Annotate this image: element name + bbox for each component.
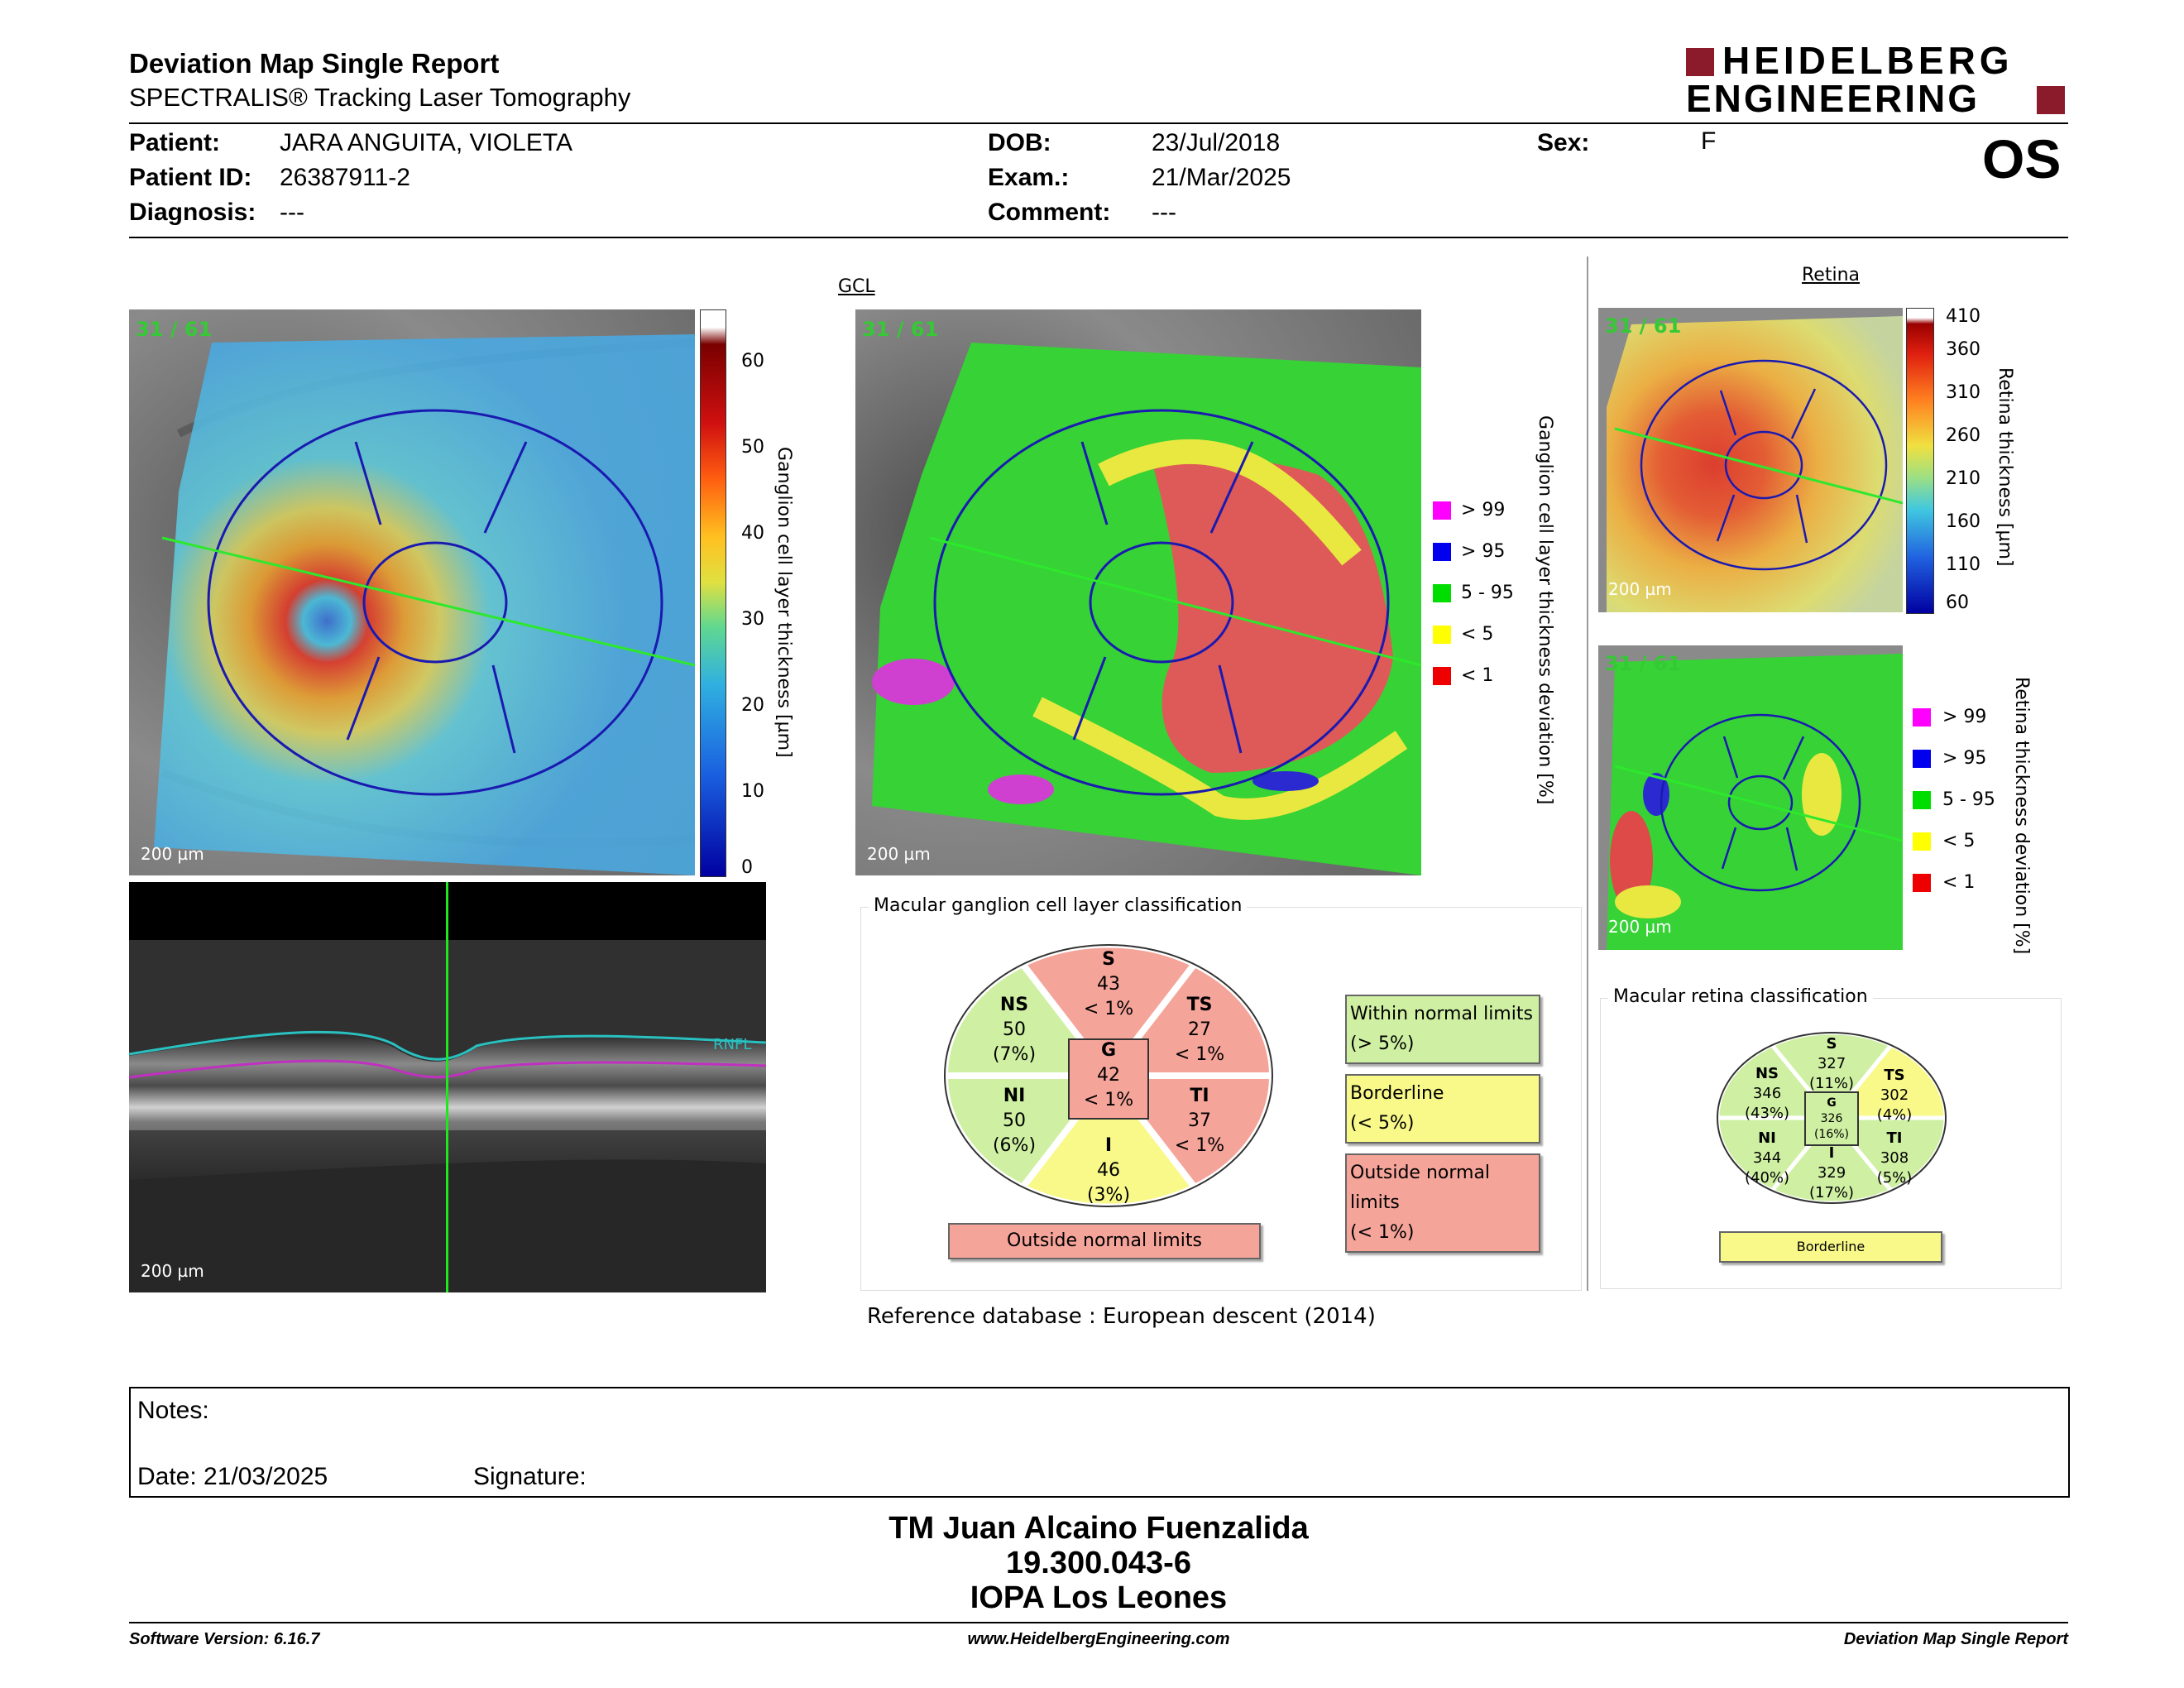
gcl-classification-title: Macular ganglion cell layer classification (869, 895, 1247, 916)
gcl-sector-ns (973, 993, 1056, 1067)
legend-swatch-5-95 (1913, 791, 1931, 809)
gcl-thickness-map-image (129, 309, 695, 875)
legend-swatch-5 (1913, 832, 1931, 851)
scale-bar-label: 200 µm (1608, 917, 1672, 937)
retina-deviation-map-image (1598, 645, 1903, 950)
retina-sector-ti (1861, 1129, 1928, 1188)
key-line1: Within normal limits (1350, 1004, 1533, 1024)
bscan-scale-label: 200 µm (141, 1261, 204, 1281)
legend-swatch-99 (1913, 708, 1931, 727)
legend-swatch-5-95 (1433, 584, 1451, 602)
sector-value: 37 (1188, 1110, 1211, 1131)
scale-bar-label: 200 µm (1608, 579, 1672, 599)
key-outside-normal (1345, 1153, 1540, 1253)
patient-label: Patient: (129, 129, 221, 156)
sector-name: I (1828, 1144, 1835, 1162)
retina-sector-ts (1861, 1066, 1928, 1125)
legend-swatch-5 (1433, 626, 1451, 644)
sector-pct: (17%) (1808, 1184, 1855, 1201)
sector-value: 27 (1188, 1019, 1211, 1040)
sector-value: 327 (1817, 1055, 1846, 1072)
sector-pct: < 1% (1174, 1044, 1225, 1065)
sector-pct: < 1% (1083, 999, 1134, 1019)
retina-thickness-colorbar (1906, 308, 1934, 614)
sector-name: TS (1186, 995, 1213, 1015)
website-link[interactable]: www.HeidelbergEngineering.com (967, 1630, 1230, 1648)
retina-title: Retina (1802, 265, 1860, 285)
notes-label: Notes: (137, 1397, 209, 1424)
retina-classification-title: Macular retina classification (1608, 986, 1873, 1007)
software-version: Software Version: 6.16.7 (129, 1630, 320, 1648)
sector-pct: (5%) (1876, 1169, 1913, 1187)
gcl-sector-g (1067, 1038, 1150, 1113)
gcl-sector-i (1067, 1134, 1150, 1208)
examiner-name: TM Juan Alcaino Fuenzalida (888, 1511, 1309, 1546)
legend-label: > 95 (1461, 541, 1506, 562)
logo-text-line2: ENGINEERING (1686, 77, 1980, 120)
legend-label: > 99 (1461, 500, 1506, 520)
colorbar-tick: 110 (1946, 554, 1980, 575)
key-line1: Borderline (1350, 1083, 1444, 1104)
sector-value: 326 (1820, 1112, 1843, 1125)
sector-name: NS (1755, 1065, 1779, 1082)
reference-database: Reference database : European descent (2014) (867, 1304, 1376, 1329)
sex-value: F (1701, 127, 1717, 155)
sector-value: 50 (1003, 1110, 1026, 1131)
retina-thickness-map (1598, 308, 1903, 612)
sector-name: S (1102, 949, 1115, 970)
logo-text-line1: HEIDELBERG (1722, 39, 2014, 82)
sector-name: G (1100, 1040, 1117, 1061)
sector-name: NS (999, 995, 1029, 1015)
signature-label: Signature: (473, 1463, 587, 1490)
sector-name: G (1827, 1096, 1837, 1110)
sector-name: I (1104, 1135, 1113, 1156)
sector-name: NI (1003, 1086, 1026, 1106)
colorbar-tick: 410 (1946, 306, 1980, 327)
patient-name: JARA ANGUITA, VIOLETA (280, 129, 572, 156)
colorbar-tick: 30 (741, 609, 764, 630)
scale-bar-label: 200 µm (867, 844, 931, 864)
sector-value: 344 (1752, 1149, 1782, 1167)
retina-sector-i (1798, 1144, 1865, 1203)
retina-section-divider (1587, 257, 1588, 1291)
gcl-sector-s (1067, 947, 1150, 1022)
sector-name: TI (1190, 1086, 1209, 1106)
gcl-thickness-colorbar (700, 309, 726, 877)
sector-pct: (6%) (992, 1135, 1037, 1156)
exam-label: Exam.: (988, 164, 1070, 191)
dob-value: 23/Jul/2018 (1152, 129, 1281, 156)
retina-result-badge: Borderline (1719, 1231, 1942, 1263)
sector-pct: (11%) (1808, 1075, 1855, 1092)
gcl-title: GCL (838, 276, 875, 297)
colorbar-tick: 60 (741, 351, 764, 372)
dob-label: DOB: (988, 129, 1051, 156)
sector-pct: (4%) (1876, 1106, 1913, 1124)
gcl-result-badge: Outside normal limits (948, 1223, 1261, 1259)
oct-bscan (129, 882, 766, 1292)
colorbar-tick: 210 (1946, 468, 1980, 489)
retina-thickness-map-image (1598, 308, 1903, 612)
scan-counter: 31 / 61 (1605, 652, 1682, 675)
sector-value: 42 (1097, 1065, 1120, 1086)
colorbar-tick: 20 (741, 695, 764, 716)
diagnosis-label: Diagnosis: (129, 199, 256, 226)
key-line2: (< 5%) (1350, 1113, 1415, 1134)
key-line2: (< 1%) (1350, 1222, 1415, 1243)
patient-id-label: Patient ID: (129, 164, 252, 191)
sector-name: S (1826, 1035, 1837, 1053)
key-line2: (> 5%) (1350, 1033, 1415, 1054)
key-within-normal (1345, 995, 1540, 1064)
colorbar-tick: 40 (741, 523, 764, 544)
gcl-sector-ts (1158, 993, 1241, 1067)
legend-label: < 1 (1942, 872, 1976, 893)
retina-thickness-axis-label: Retina thickness [µm] (1995, 367, 2015, 567)
notes-box (129, 1387, 2070, 1498)
sex-label: Sex: (1537, 129, 1590, 156)
legend-label: < 5 (1942, 831, 1976, 851)
gcl-sector-ni (973, 1084, 1056, 1158)
sector-pct: < 1% (1083, 1090, 1134, 1110)
colorbar-tick: 0 (741, 857, 753, 878)
report-subtitle: SPECTRALIS® Tracking Laser Tomography (129, 83, 631, 112)
colorbar-tick: 10 (741, 781, 764, 802)
legend-label: < 1 (1461, 665, 1494, 686)
sector-name: NI (1758, 1129, 1776, 1147)
examiner-block (129, 1511, 2068, 1615)
colorbar-tick: 50 (741, 437, 764, 458)
legend-swatch-99 (1433, 501, 1451, 520)
colorbar-tick: 260 (1946, 425, 1980, 446)
legend-swatch-1 (1433, 667, 1451, 685)
retina-sector-s (1798, 1034, 1865, 1094)
retina-sector-g (1807, 1096, 1856, 1143)
scan-position-line (446, 882, 448, 1292)
colorbar-tick: 160 (1946, 511, 1980, 532)
gcl-sector-ti (1158, 1084, 1241, 1158)
legend-label: < 5 (1461, 624, 1494, 645)
key-borderline (1345, 1074, 1540, 1144)
colorbar-tick: 310 (1946, 382, 1980, 403)
logo-square-bottom (2037, 86, 2065, 114)
comment-value: --- (1152, 199, 1176, 226)
patient-divider (129, 237, 2068, 238)
sector-pct: (16%) (1813, 1128, 1850, 1141)
colorbar-tick: 360 (1946, 339, 1980, 360)
scale-bar-label: 200 µm (141, 844, 204, 864)
gcl-deviation-map (855, 309, 1421, 875)
gcl-deviation-axis-label: Ganglion cell layer thickness deviation [%] (1535, 415, 1555, 805)
legend-label: > 99 (1942, 707, 1987, 727)
rnfl-label: RNFL (713, 1036, 752, 1053)
sector-pct: (7%) (992, 1044, 1037, 1065)
sector-name: TI (1886, 1129, 1903, 1147)
date-label: Date: 21/03/2025 (137, 1463, 328, 1490)
sector-value: 50 (1003, 1019, 1026, 1040)
legend-label: > 95 (1942, 748, 1987, 769)
footer-report-name: Deviation Map Single Report (1843, 1630, 2068, 1648)
retina-deviation-axis-label: Retina thickness deviation [%] (2011, 677, 2032, 955)
patient-id: 26387911-2 (280, 164, 410, 191)
exam-date: 21/Mar/2025 (1152, 164, 1291, 191)
sector-pct: (40%) (1744, 1169, 1790, 1187)
retina-sector-ns (1734, 1064, 1800, 1124)
heidelberg-logo (1686, 39, 2067, 120)
scan-counter: 31 / 61 (862, 318, 939, 341)
legend-label: 5 - 95 (1942, 789, 1995, 810)
header-divider (129, 122, 2068, 124)
sector-value: 308 (1880, 1149, 1909, 1167)
sector-pct: (3%) (1086, 1185, 1131, 1206)
examiner-rut: 19.300.043-6 (1006, 1546, 1191, 1580)
footer-divider (129, 1622, 2068, 1623)
sector-value: 43 (1097, 974, 1120, 995)
retina-sector-ni (1734, 1129, 1800, 1188)
retina-deviation-map (1598, 645, 1903, 950)
eye-label: OS (1982, 128, 2062, 189)
clinic-name: IOPA Los Leones (970, 1580, 1228, 1615)
sector-value: 46 (1097, 1160, 1120, 1181)
legend-swatch-95 (1433, 543, 1451, 561)
key-line1: Outside normal limits (1350, 1163, 1491, 1213)
legend-swatch-1 (1913, 874, 1931, 892)
diagnosis-value: --- (280, 199, 304, 226)
sector-pct: (43%) (1744, 1105, 1790, 1122)
sector-pct: < 1% (1174, 1135, 1225, 1156)
sector-value: 346 (1752, 1085, 1782, 1102)
legend-swatch-95 (1913, 750, 1931, 768)
sector-value: 302 (1880, 1086, 1909, 1104)
gcl-thickness-axis-label: Ganglion cell layer thickness [µm] (774, 447, 794, 758)
report-title: Deviation Map Single Report (129, 48, 500, 79)
logo-square-top (1686, 48, 1714, 76)
comment-label: Comment: (988, 199, 1111, 226)
scan-counter: 31 / 61 (1605, 314, 1682, 338)
gcl-deviation-map-image (855, 309, 1421, 875)
sector-name: TS (1884, 1067, 1905, 1084)
scan-counter: 31 / 61 (136, 318, 213, 341)
colorbar-tick: 60 (1946, 592, 1969, 613)
sector-value: 329 (1817, 1164, 1846, 1182)
gcl-thickness-map (129, 309, 695, 875)
legend-label: 5 - 95 (1461, 583, 1514, 603)
